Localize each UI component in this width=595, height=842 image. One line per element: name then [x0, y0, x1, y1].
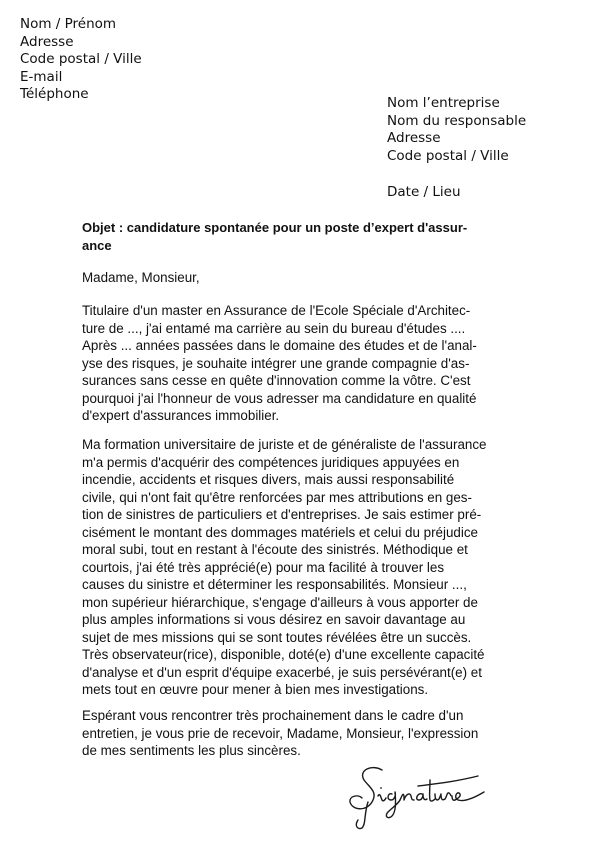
paragraph-line: cisément le montant des dommages matériels et celui du préjudice	[82, 524, 478, 540]
salutation-text: Madame, Monsieur,	[82, 270, 200, 285]
handwritten-signature	[344, 762, 494, 832]
paragraph-line: Espérant vous rencontrer très prochainement dans le cadre d'un	[82, 708, 464, 723]
paragraph-line: d'expert d'assurances immobilier.	[82, 408, 280, 423]
paragraph-line: Titulaire d'un master en Assurance de l'Ecole Spéciale d'Architec-	[82, 303, 471, 318]
sender-name: Nom / Prénom	[20, 16, 117, 32]
paragraph-line: incendie, accidents et risques divers, mais aussi responsabilité	[82, 472, 455, 487]
subject-line	[82, 219, 467, 254]
salutation	[82, 269, 200, 287]
paragraph-line: sujet de mes missions qui se sont toutes révélées être un succès.	[82, 629, 472, 645]
paragraph-line: tion de sinistres de particuliers et d'entreprises. Je sais estimer pré-	[82, 507, 482, 522]
paragraph-introduction	[82, 302, 477, 425]
paragraph-line: Très observateur(rice), disponible, doté(e) d'une excellente capacité	[82, 647, 485, 662]
signature-drawing	[344, 762, 494, 832]
sender-address-block	[20, 16, 142, 104]
sender-phone: Téléphone	[20, 86, 89, 102]
recipient-postal-city: Code postal / Ville	[387, 147, 509, 164]
paragraph-line: d'analyse et d'un esprit d'équipe exacerbé, je suis persévérant(e) et	[82, 664, 482, 680]
recipient-manager: Nom du responsable	[387, 112, 527, 129]
paragraph-line: mon supérieur hiérarchique, s'engage d'ailleurs à vous apporter de	[82, 594, 478, 610]
sender-postal-city: Code postal / Ville	[20, 51, 142, 67]
paragraph-closing	[82, 707, 478, 760]
subject-line-1: Objet : candidature spontanée pour un poste d’expert d'assur-	[82, 220, 468, 235]
recipient-address: Adresse	[387, 130, 441, 146]
paragraph-line: courtois, j'ai été très apprécié(e) pour ma facilité à trouver les	[82, 559, 445, 575]
paragraph-line: entretien, je vous prie de recevoir, Madame, Monsieur, l'expression	[82, 725, 479, 741]
paragraph-skills	[82, 436, 487, 699]
paragraph-line: plus amples informations si vous désirez en savoir davantage au	[82, 612, 466, 627]
paragraph-line: pourquoi j'ai l'honneur de vous adresser ma candidature en qualité	[82, 390, 477, 406]
sender-address: Adresse	[20, 33, 74, 50]
paragraph-line: surances sans cesse en quête d'innovation comme la vôtre. C'est	[82, 373, 471, 388]
date-place-text: Date / Lieu	[387, 184, 461, 200]
recipient-address-block	[387, 95, 526, 165]
paragraph-line: yse des risques, je souhaite intégrer une grande compagnie d'as-	[82, 355, 470, 371]
paragraph-line: civile, qui n'ont fait qu'être renforcées par mes attributions en ges-	[82, 489, 472, 505]
paragraph-line: de mes sentiments les plus sincères.	[82, 743, 301, 758]
paragraph-line: mets tout en œuvre pour mener à bien mes investigations.	[82, 682, 429, 697]
sender-email: E-mail	[20, 68, 63, 85]
paragraph-line: m'a permis d'acquérir des compétences juridiques appuyées en	[82, 454, 460, 470]
date-place	[387, 184, 461, 202]
paragraph-line: causes du sinistre et déterminer les responsabilités. Monsieur ...,	[82, 577, 467, 592]
paragraph-line: Après ... années passées dans le domaine des études et de l'anal-	[82, 338, 477, 353]
subject-line-2: ance	[82, 237, 112, 253]
recipient-company: Nom l’entreprise	[387, 95, 500, 111]
paragraph-line: moral subi, tout en restant à l'écoute des sinistrés. Méthodique et	[82, 542, 468, 557]
paragraph-line: Ma formation universitaire de juriste et de généraliste de l'assurance	[82, 437, 487, 452]
paragraph-line: ture de ..., j'ai entamé ma carrière au sein du bureau d'études ....	[82, 320, 466, 336]
